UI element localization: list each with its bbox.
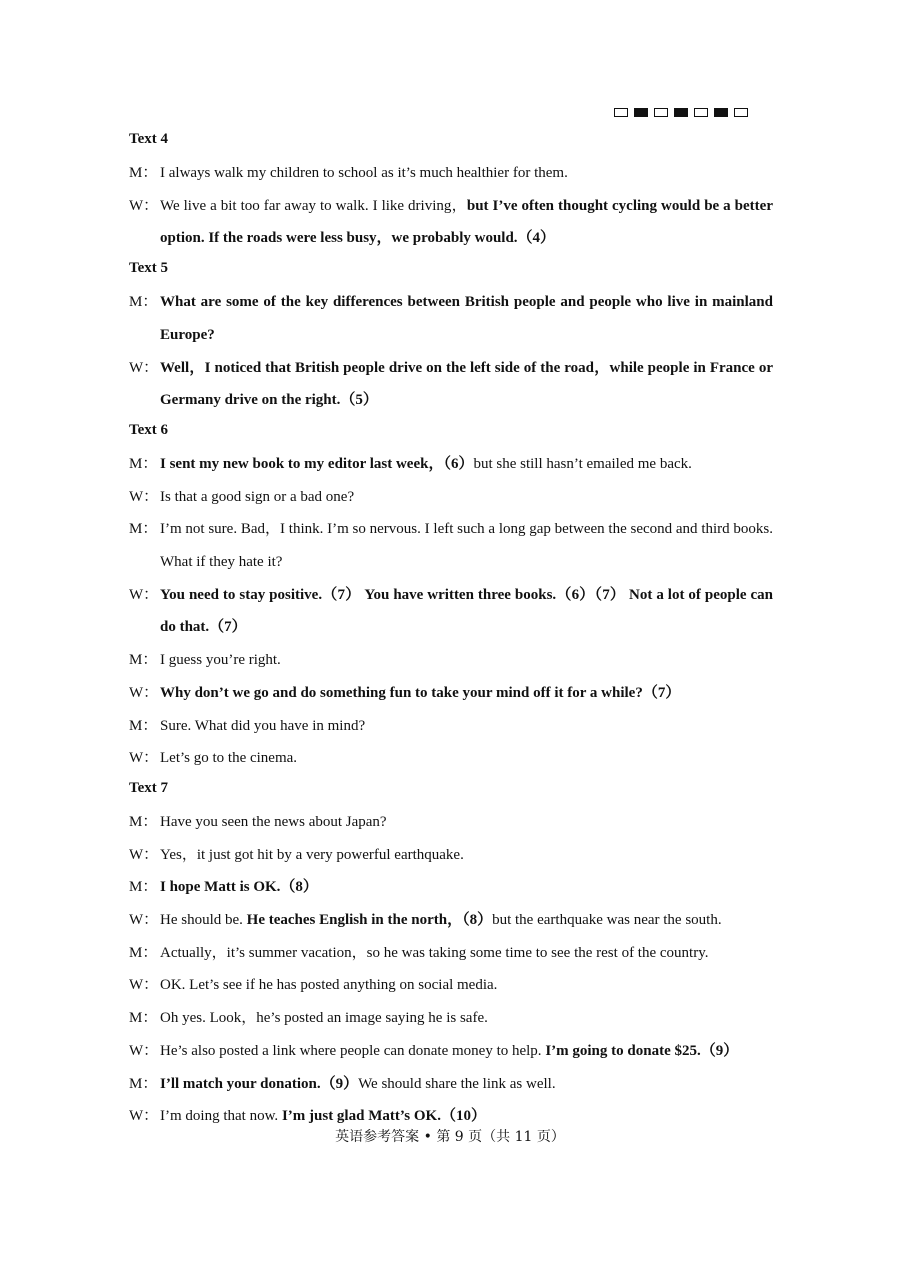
dialogue-text: Oh yes. Look，he’s posted an image saying he is safe. bbox=[160, 1010, 488, 1027]
dialogue-line bbox=[129, 677, 773, 710]
dialogue-text: He should be. bbox=[160, 912, 247, 929]
dialogue-line bbox=[129, 1068, 773, 1101]
speaker-label: W： bbox=[129, 977, 159, 994]
dialogue-text: Yes，it just got hit by a very powerful earthquake. bbox=[160, 846, 464, 863]
speaker-label: W： bbox=[129, 359, 159, 376]
dialogue-text: I’m doing that now. bbox=[160, 1108, 282, 1125]
speaker-label: W： bbox=[129, 912, 159, 929]
dialogue-line bbox=[129, 871, 773, 904]
speaker-label: M： bbox=[129, 717, 158, 734]
dialogue-text: OK. Let’s see if he has posted anything on social media. bbox=[160, 977, 498, 994]
dialogue-line bbox=[129, 710, 773, 743]
filled-square-mark bbox=[714, 108, 728, 117]
transcript-body bbox=[129, 126, 773, 1133]
dialogue-line bbox=[129, 904, 773, 937]
dialogue-line bbox=[129, 481, 773, 514]
dialogue-text: He’s also posted a link where people can donate money to help. bbox=[160, 1042, 546, 1059]
answer-key-text: I’m just glad Matt’s OK.（10） bbox=[281, 1108, 486, 1125]
section-title: Text 6 bbox=[129, 421, 169, 438]
dialogue-text: Have you seen the news about Japan? bbox=[160, 813, 387, 830]
dialogue-line bbox=[129, 1002, 773, 1035]
speaker-label: W： bbox=[129, 488, 159, 505]
answer-key-text: What are some of the key differences between British people and people who live in mainland Europe? bbox=[160, 294, 773, 343]
speaker-label: M： bbox=[129, 455, 158, 472]
dialogue-text: I’m not sure. Bad，I think. I’m so nervous. I left such a long gap between the second and third books. What if they hate it? bbox=[160, 521, 773, 571]
speaker-label: W： bbox=[129, 846, 159, 863]
dialogue-line bbox=[129, 937, 773, 970]
answer-key-text: but I’ve often thought cycling would be a better option. If the roads were less busy，we probably would.（4） bbox=[160, 197, 773, 247]
dialogue-line bbox=[129, 1035, 773, 1068]
dialogue-text: Sure. What did you have in mind? bbox=[160, 717, 366, 734]
empty-square-mark bbox=[654, 108, 668, 117]
dialogue-text: Let’s go to the cinema. bbox=[160, 750, 298, 767]
answer-key-text: I’ll match your donation.（9） bbox=[160, 1075, 359, 1092]
dialogue-line bbox=[129, 286, 773, 351]
filled-square-mark bbox=[634, 108, 648, 117]
answer-key-text: I’m going to donate $25.（9） bbox=[545, 1042, 739, 1059]
dialogue-text: Actually，it’s summer vacation，so he was taking some time to see the rest of the country. bbox=[160, 944, 709, 961]
answer-key-text: Why don’t we go and do something fun to take your mind off it for a while?（7） bbox=[160, 684, 681, 701]
speaker-label: W： bbox=[129, 684, 159, 701]
answer-key-text: You need to stay positive.（7） You have written three books.（6）（7） Not a lot of people can do that.（7） bbox=[160, 586, 773, 636]
dialogue-text: but the earthquake was near the south. bbox=[492, 912, 722, 929]
dialogue-text: We live a bit too far away to walk. I like driving， bbox=[160, 197, 467, 214]
answer-key-text: He teaches English in the north，（8） bbox=[246, 912, 493, 929]
dialogue-line bbox=[129, 806, 773, 839]
dialogue-line bbox=[129, 157, 773, 190]
empty-square-mark bbox=[694, 108, 708, 117]
speaker-label: W： bbox=[129, 1108, 159, 1125]
speaker-label: M： bbox=[129, 944, 158, 961]
header-marks bbox=[614, 108, 748, 117]
dialogue-line bbox=[129, 969, 773, 1002]
speaker-label: W： bbox=[129, 1042, 159, 1059]
filled-square-mark bbox=[674, 108, 688, 117]
speaker-label: W： bbox=[129, 750, 159, 767]
dialogue-line bbox=[129, 742, 773, 775]
dialogue-line bbox=[129, 644, 773, 677]
speaker-label: M： bbox=[129, 165, 158, 181]
dialogue-text: We should share the link as well. bbox=[358, 1075, 556, 1092]
dialogue-line bbox=[129, 513, 773, 578]
speaker-label: M： bbox=[129, 521, 158, 538]
speaker-label: M： bbox=[129, 652, 158, 669]
speaker-label: M： bbox=[129, 879, 158, 896]
dialogue-text: I guess you’re right. bbox=[160, 652, 281, 669]
dialogue-line bbox=[129, 352, 773, 417]
dialogue-text: Is that a good sign or a bad one? bbox=[160, 488, 355, 505]
dialogue-line bbox=[129, 448, 773, 481]
section-title: Text 7 bbox=[129, 779, 169, 796]
speaker-label: W： bbox=[129, 586, 159, 603]
answer-key-text: I sent my new book to my editor last week，（6） bbox=[160, 455, 474, 472]
speaker-label: M： bbox=[129, 1010, 158, 1027]
dialogue-text: but she still hasn’t emailed me back. bbox=[473, 455, 692, 472]
section-title: Text 4 bbox=[129, 131, 169, 147]
speaker-label: M： bbox=[129, 1075, 158, 1092]
speaker-label: M： bbox=[129, 813, 158, 830]
dialogue-line bbox=[129, 190, 773, 255]
speaker-label: M： bbox=[129, 294, 158, 311]
dialogue-text: I always walk my children to school as it’s much healthier for them. bbox=[160, 165, 568, 181]
page-footer: 英语参考答案 • 第 9 页（共 11 页） bbox=[335, 1129, 565, 1145]
answer-key-text: I hope Matt is OK.（8） bbox=[160, 879, 318, 896]
empty-square-mark bbox=[734, 108, 748, 117]
section-title: Text 5 bbox=[129, 260, 169, 277]
answer-key-text: Well，I noticed that British people drive on the left side of the road，while people in France or Germany drive on the right.（5） bbox=[160, 359, 773, 409]
dialogue-line bbox=[129, 839, 773, 872]
empty-square-mark bbox=[614, 108, 628, 117]
speaker-label: W： bbox=[129, 197, 159, 214]
dialogue-line bbox=[129, 579, 773, 644]
